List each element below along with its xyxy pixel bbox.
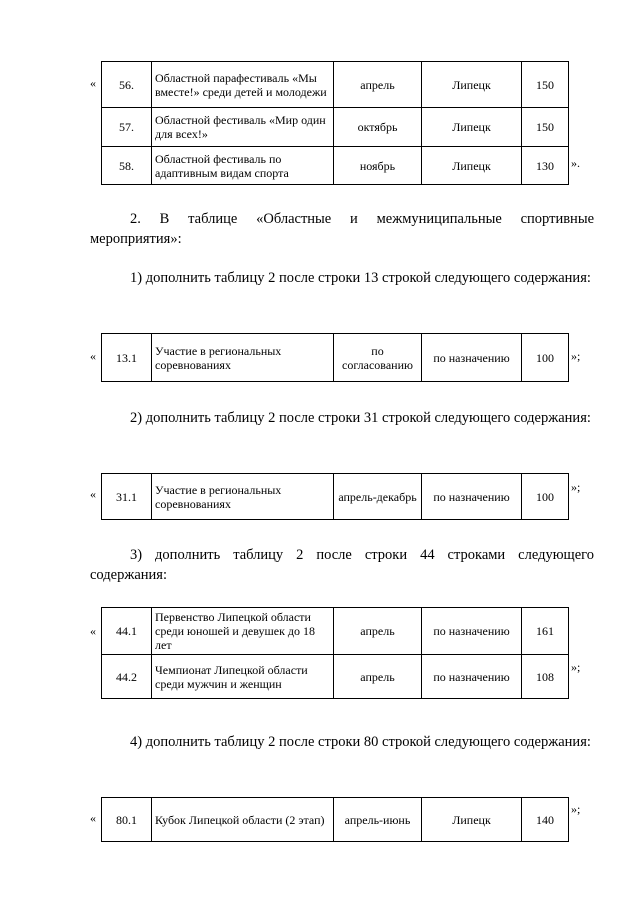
paragraph-subitem-2: 2) дополнить таблицу 2 после строки 31 строкой следующего содержания: [130, 410, 591, 426]
event-date: ноябрь [334, 147, 422, 185]
event-date: апрель [334, 655, 422, 699]
event-date: октябрь [334, 108, 422, 147]
table-row [102, 798, 569, 842]
open-quote: « [90, 487, 96, 501]
open-quote: « [90, 624, 96, 638]
close-quote: ». [571, 156, 580, 170]
events-table-d [101, 607, 569, 699]
event-place: по назначению [422, 608, 522, 655]
table-row [102, 108, 569, 147]
event-date: по согласованию [334, 334, 422, 382]
event-name: Кубок Липецкой области (2 этап) [152, 798, 334, 842]
event-name: Чемпионат Липецкой области среди мужчин и женщин [152, 655, 334, 699]
event-name: Областной парафестиваль «Мы вместе!» среди детей и молодежи [152, 62, 334, 108]
event-place: Липецк [422, 108, 522, 147]
event-name: Участие в региональных соревнованиях [152, 474, 334, 520]
event-place: Липецк [422, 798, 522, 842]
row-number: 13.1 [102, 334, 152, 382]
participant-count: 161 [522, 608, 569, 655]
close-quote: »; [571, 660, 581, 674]
paragraph-subitem-4: 4) дополнить таблицу 2 после строки 80 строкой следующего содержания: [130, 734, 591, 750]
event-date: апрель [334, 608, 422, 655]
open-quote: « [90, 76, 96, 90]
paragraph-subitem-3: 3) дополнить таблицу 2 после строки 44 строками следующего содержания: [90, 547, 594, 583]
event-place: по назначению [422, 655, 522, 699]
close-quote: »; [571, 802, 581, 816]
row-number: 31.1 [102, 474, 152, 520]
event-name: Первенство Липецкой области среди юношей и девушек до 18 лет [152, 608, 334, 655]
close-quote: »; [571, 480, 581, 494]
participant-count: 100 [522, 474, 569, 520]
row-number: 44.1 [102, 608, 152, 655]
paragraph-subitem-1: 1) дополнить таблицу 2 после строки 13 строкой следующего содержания: [130, 270, 591, 286]
table-row [102, 655, 569, 699]
event-date: апрель-декабрь [334, 474, 422, 520]
participant-count: 100 [522, 334, 569, 382]
event-name: Областной фестиваль по адаптивным видам спорта [152, 147, 334, 185]
participant-count: 150 [522, 108, 569, 147]
participant-count: 130 [522, 147, 569, 185]
events-table-a [101, 61, 569, 185]
events-table-c [101, 473, 569, 520]
row-number: 57. [102, 108, 152, 147]
event-name: Участие в региональных соревнованиях [152, 334, 334, 382]
event-name: Областной фестиваль «Мир один для всех!» [152, 108, 334, 147]
row-number: 80.1 [102, 798, 152, 842]
table-row [102, 62, 569, 108]
event-place: Липецк [422, 147, 522, 185]
open-quote: « [90, 811, 96, 825]
row-number: 56. [102, 62, 152, 108]
event-date: апрель [334, 62, 422, 108]
participant-count: 150 [522, 62, 569, 108]
table-row [102, 608, 569, 655]
open-quote: « [90, 349, 96, 363]
event-place: по назначению [422, 474, 522, 520]
events-table-b [101, 333, 569, 382]
paragraph-item-2: 2. В таблице «Областные и межмуниципальные спортивные мероприятия»: [90, 211, 594, 247]
table-row [102, 147, 569, 185]
event-date: апрель-июнь [334, 798, 422, 842]
event-place: Липецк [422, 62, 522, 108]
participant-count: 140 [522, 798, 569, 842]
row-number: 44.2 [102, 655, 152, 699]
table-row [102, 474, 569, 520]
event-place: по назначению [422, 334, 522, 382]
events-table-e [101, 797, 569, 842]
row-number: 58. [102, 147, 152, 185]
close-quote: »; [571, 349, 581, 363]
table-row [102, 334, 569, 382]
participant-count: 108 [522, 655, 569, 699]
